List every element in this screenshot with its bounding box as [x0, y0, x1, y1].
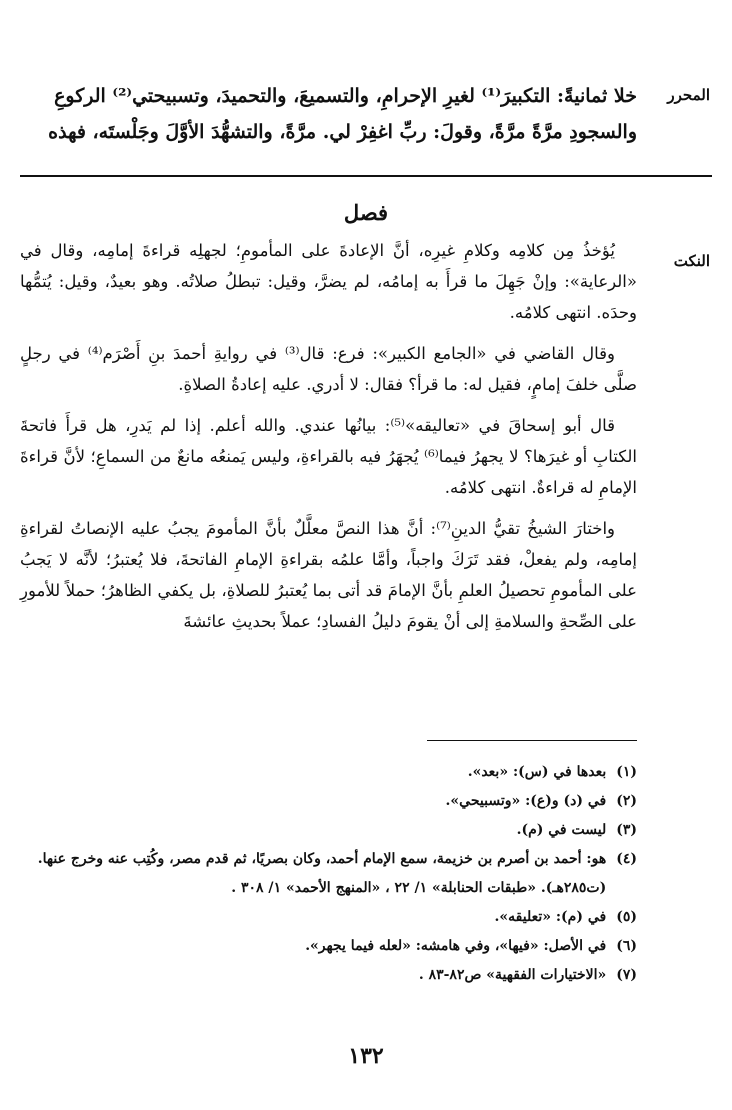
footnotes — [20, 758, 637, 990]
paragraph: واختارَ الشيخُ تقيُّ الدينِ⁽⁷⁾: أنَّ هذا النصَّ معلَّلٌ بأنَّ المأمومَ يجبُ عليه الإنصاتُ لقراءةِ إمامِه، ولم يفعلْ، فقد تَرَكَ واجباً، وأمَّا علمُه بقراءةِ الإمامِ الفاتحةَ، فلا يُعتبرُ؛ لأنَّه لا يَجبُ على المأمومِ تحصيلُ العلمِ بأنَّ الإمامَ قد أتى بما يُعتبرُ للصلاةِ، بل يكفي الظاهرُ؛ حملاً للأمورِ على الصِّحةِ والسلامةِ إلى أنْ يقومَ دليلُ الفسادِ؛ عملاً بحديثِ عائشةَ — [20, 519, 637, 631]
matn-line: والسجودِ مرَّةً مرَّةً، وقولَ: ربِّ اغفِرْ لي. مرَّةً، والتشهُّدَ الأوَّلَ وجَلْستَه، فهذه — [48, 121, 637, 143]
paragraph: وقال القاضي في «الجامع الكبير»: فرع: قال⁽³⁾ في روايةِ أحمدَ بنِ أَصْرَم⁽⁴⁾ في رجلٍ صلَّى خلفَ إمامٍ، فقيل له: ما قرأ؟ فقال: لا أدري. عليه إعادةُ الصلاةِ. — [20, 344, 637, 394]
matn-text — [20, 78, 637, 150]
sharh-label: النكت — [673, 252, 710, 270]
footnote-number: (٢) — [616, 793, 637, 809]
footnote-text: هو: أحمد بن أصرم بن خزيمة، سمع الإمام أحمد، وكان بصريًا، ثم قدم مصر، وكُتِب عنه وخرج عنها. (ت٢٨٥هـ). «طبقات الحنابلة» ١/ ٢٢ ، «المنهج الأحمد» ١/ ٣٠٨ . — [37, 851, 607, 896]
paragraph: قال أبو إسحاقَ في «تعاليقه»⁽⁵⁾: بيانُها عندي. والله أعلم. إذا لم يَدرِ، هل قرأَ فاتحةَ الكتابِ أو غيرَها؟ لا يجهرُ فيما⁽⁶⁾ يُجهَرُ فيه بالقراءةِ، وليس يَمنعُه مانعٌ من السماعِ؛ لأنَّ قراءةَ الإمامِ له قراءةٌ. انتهى كلامُه. — [20, 416, 638, 497]
footnote — [20, 932, 637, 961]
footnote-number: (٧) — [616, 967, 637, 983]
page-number: ١٣٢ — [348, 1043, 384, 1069]
footnote-number: (٤) — [616, 851, 637, 867]
footnote-number: (١) — [616, 764, 637, 780]
footnote — [20, 845, 637, 903]
matn-line: خلا ثمانيةً: التكبيرَ⁽¹⁾ لغيرِ الإحرامِ، والتسميعَ، والتحميدَ، وتسبيحتي⁽²⁾ الركوعِ — [54, 85, 637, 107]
commentary-body — [20, 235, 637, 647]
footnote-text: بعدها في (س): «بعد». — [467, 764, 607, 780]
paragraph: يُؤخذُ مِن كلامِه وكلامِ غيرِه، أنَّ الإعادةَ على المأمومِ؛ لجهلِه قراءةَ إمامِه، وقال في «الرعاية»: وإنْ جَهِلَ ما قرأَ به إمامُه، لم يضرَّ، وقيل: تبطلُ صلاتُه. وهو بعيدٌ، وقيل: يُتمُّها وحدَه. انتهى كلامُه. — [20, 241, 637, 322]
footnote — [20, 903, 637, 932]
footnote-text: ليست في (م). — [516, 822, 607, 838]
matn-label: المحرر — [667, 86, 710, 104]
footnote-text: في (م): «تعليقه». — [494, 909, 607, 925]
separator-rule — [20, 175, 712, 177]
footnote — [20, 758, 637, 787]
section-title: فصل — [343, 200, 389, 225]
footnote-number: (٣) — [616, 822, 637, 838]
footnote — [20, 816, 637, 845]
footnote-number: (٥) — [616, 909, 637, 925]
footnote-text: «الاختيارات الفقهية» ص٨٢-٨٣ . — [418, 967, 607, 983]
footnote — [20, 961, 637, 990]
footnote — [20, 787, 637, 816]
footnote-text: في (د) و(ع): «وتسبيحي». — [445, 793, 607, 809]
footnote-text: في الأصل: «فيها»، وفي هامشه: «لعله فيما يجهر». — [305, 938, 607, 954]
footnote-number: (٦) — [616, 938, 637, 954]
footnote-rule — [427, 740, 637, 741]
